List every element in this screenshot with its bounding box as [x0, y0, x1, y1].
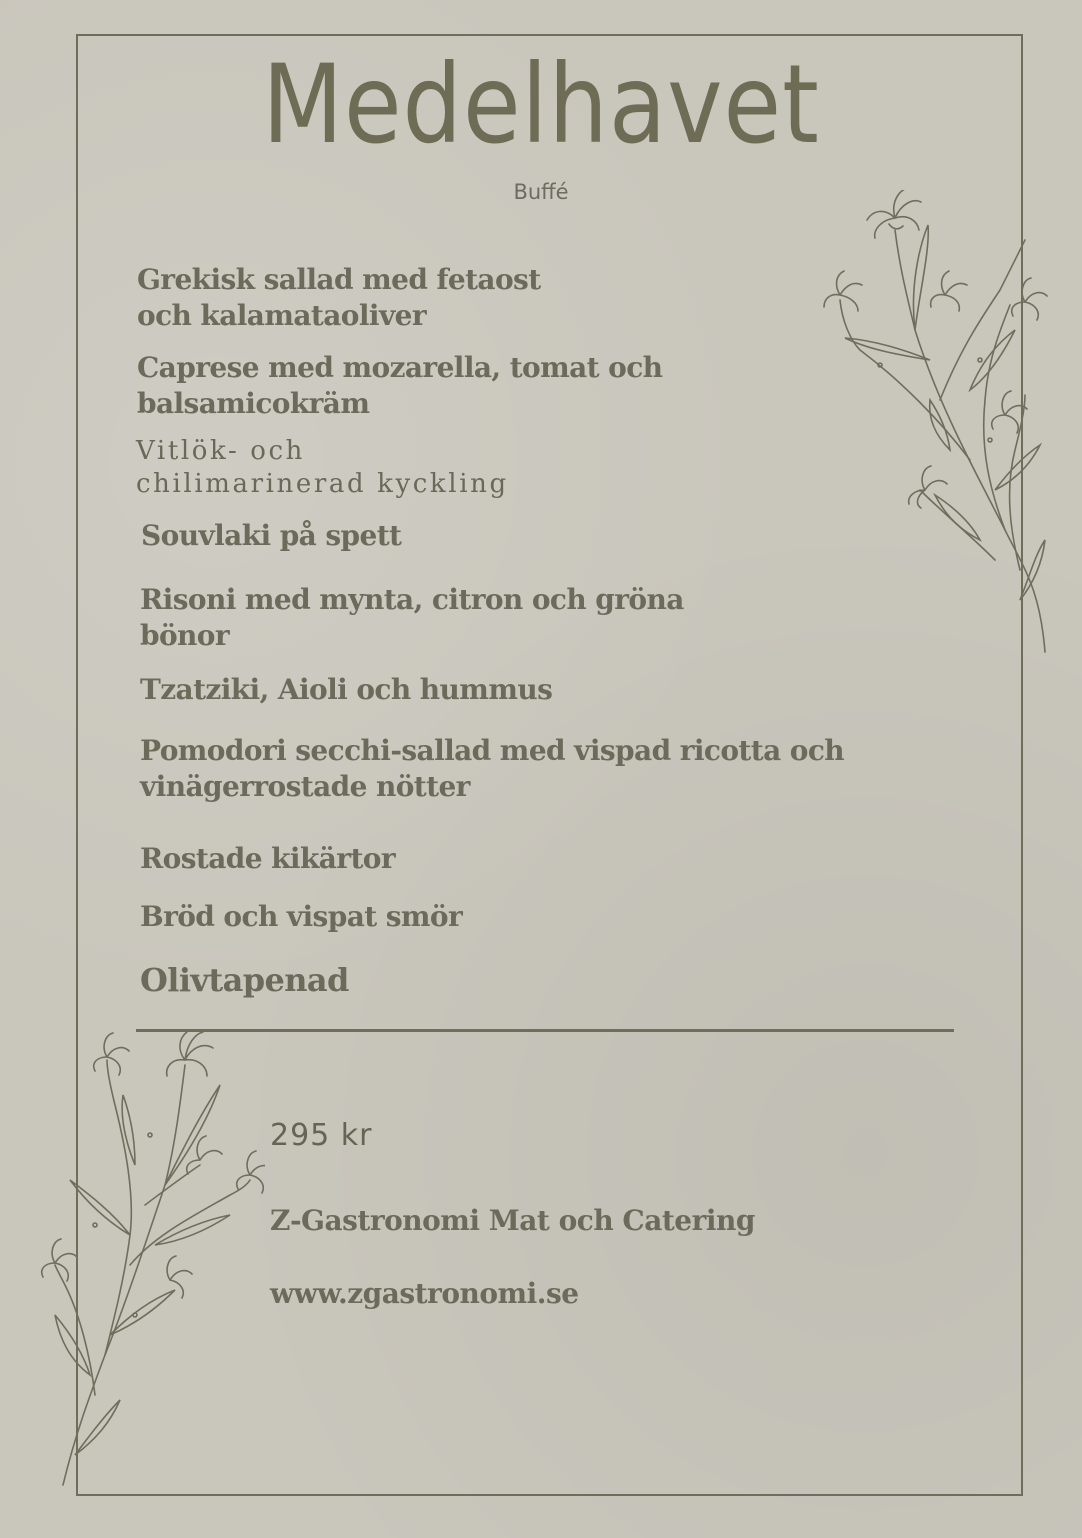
menu-item-line: bönor	[140, 619, 230, 652]
wildflower-sprig-icon	[820, 190, 1060, 660]
menu-item	[140, 733, 844, 805]
menu-subtitle: Buffé	[513, 180, 569, 204]
menu-item-line: chilimarinerad kyckling	[136, 469, 509, 499]
menu-item	[140, 841, 395, 877]
menu-item-line: Pomodori secchi-sallad med vispad ricotta och	[140, 734, 845, 767]
website-link: www.zgastronomi.se	[270, 1277, 579, 1310]
menu-item	[141, 518, 401, 554]
menu-item-line: Souvlaki på spett	[141, 519, 402, 552]
company-name: Z-Gastronomi Mat och Catering	[270, 1204, 755, 1237]
menu-item-line: och kalamataoliver	[137, 299, 426, 332]
menu-item-line: Bröd och vispat smör	[140, 900, 463, 933]
menu-item	[140, 899, 462, 935]
menu-item	[140, 672, 552, 708]
menu-item-line: Vitlök- och	[136, 436, 305, 466]
wildflower-sprig-icon	[35, 1015, 265, 1495]
menu-item	[137, 350, 662, 422]
menu-item	[140, 962, 349, 998]
menu-item-line: Grekisk sallad med fetaost	[137, 263, 541, 296]
menu-item-line: Rostade kikärtor	[140, 842, 396, 875]
price: 295 kr	[270, 1118, 373, 1153]
menu-item-line: Caprese med mozarella, tomat och	[137, 351, 663, 384]
menu-item	[140, 582, 684, 654]
menu-item-line: Tzatziki, Aioli och hummus	[140, 673, 553, 706]
menu-item	[137, 262, 541, 334]
menu-title: Medelhavet	[262, 39, 820, 169]
menu-item-line: Olivtapenad	[140, 961, 349, 999]
menu-item-line: vinägerrostade nötter	[140, 770, 470, 803]
menu-item-line: balsamicokräm	[137, 387, 370, 420]
menu-item	[136, 435, 509, 501]
menu-item-line: Risoni med mynta, citron och gröna	[140, 583, 684, 616]
